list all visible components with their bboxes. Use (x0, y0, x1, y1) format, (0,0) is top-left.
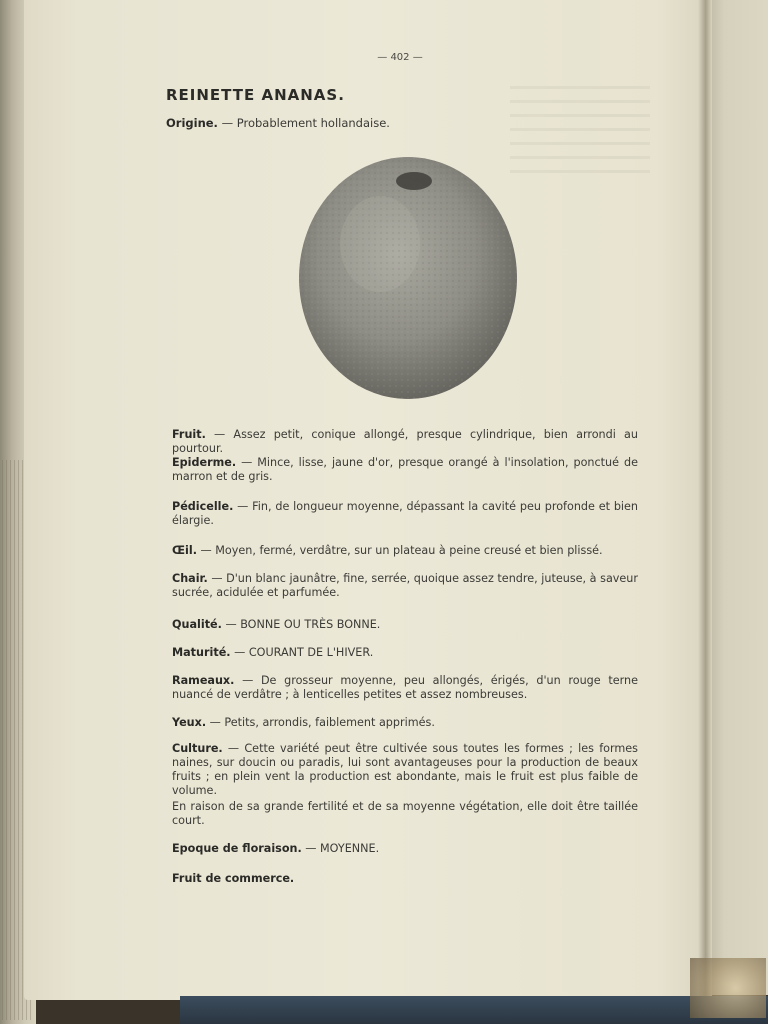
entry-culture-continued: En raison de sa grande fertilité et de sa moyenne végétation, elle doit être taillée court. (172, 800, 638, 827)
page-number: — 402 — (377, 52, 423, 63)
entry-fruit-de-commerce: Fruit de commerce. (172, 872, 295, 885)
facing-page (706, 0, 768, 995)
entry-floraison: Epoque de floraison. — MOYENNE. (172, 842, 380, 855)
page-gutter-shadow (698, 0, 712, 1000)
corner-photo-fragment (690, 958, 766, 1018)
entry-yeux: Yeux. — Petits, arrondis, faiblement apprimés. (172, 716, 435, 729)
entry-maturite: Maturité. — COURANT DE L'HIVER. (172, 646, 374, 659)
apple-icon (296, 154, 520, 402)
entry-pedicelle: Pédicelle. — Fin, de longueur moyenne, dépassant la cavité peu profonde et bien élargie. (172, 500, 638, 527)
entry-chair: Chair. — D'un blanc jaunâtre, fine, serrée, quoique assez tendre, juteuse, à saveur sucrée, acidulée et parfumée. (172, 572, 638, 599)
origin-label: Origine. (166, 116, 218, 130)
page-title: REINETTE ANANAS. (166, 86, 345, 104)
show-through-text (510, 86, 650, 176)
book-cover-edge (180, 996, 768, 1024)
origin-line (166, 116, 390, 130)
entry-epiderme: Epiderme. — Mince, lisse, jaune d'or, presque orangé à l'insolation, ponctué de marron et de gris. (172, 456, 638, 483)
entry-culture: Culture. — Cette variété peut être cultivée sous toutes les formes ; les formes naines, sur doucin ou paradis, lui sont avantageuses pour la production de beaux fruits ; en plein vent la production est abondante, mais le fruit est plus faible de volume. (172, 742, 638, 797)
entry-oeil: Œil. — Moyen, fermé, verdâtre, sur un plateau à peine creusé et bien plissé. (172, 544, 603, 557)
entry-qualite: Qualité. — BONNE OU TRÈS BONNE. (172, 618, 381, 631)
entry-fruit: Fruit. — Assez petit, conique allongé, presque cylindrique, bien arrondi au pourtour. (172, 428, 638, 455)
entry-rameaux: Rameaux. — De grosseur moyenne, peu allongés, érigés, d'un rouge terne nuancé de verdâtre ; à lenticelles petites et assez nombreuses. (172, 674, 638, 701)
origin-text: — Probablement hollandaise. (217, 116, 390, 130)
